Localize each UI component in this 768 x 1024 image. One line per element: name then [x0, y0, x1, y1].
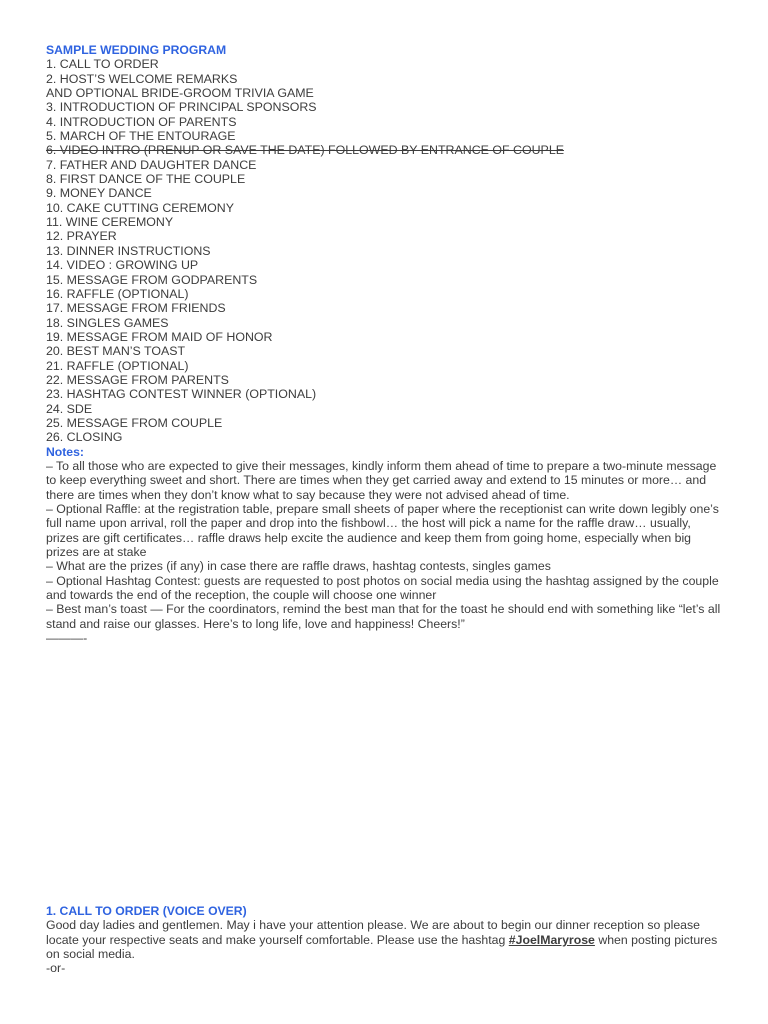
program-item-24: 24. SDE: [46, 401, 93, 416]
program-item-8: 8. FIRST DANCE OF THE COUPLE: [46, 172, 246, 187]
call-to-order-section: [46, 904, 722, 976]
program-title: SAMPLE WEDDING PROGRAM: [46, 43, 227, 57]
program-item-23: 23. HASHTAG CONTEST WINNER (OPTIONAL): [46, 387, 317, 402]
program-item-2: 2. HOST’S WELCOME REMARKS: [46, 71, 238, 86]
program-item-4: 4. INTRODUCTION OF PARENTS: [46, 114, 237, 129]
program-item-26: 26. CLOSING: [46, 430, 123, 445]
or-line: -or-: [46, 961, 66, 976]
note-messages: – To all those who are expected to give their messages, kindly inform them ahead of time to prepare a two-minute message to keep everything sweet and short. There are times when they get carried away and extend to 15 minutes or more… and there are times when they don’t know what to say because they were not advised ahead of time.: [46, 458, 717, 502]
notes-heading: Notes:: [46, 444, 84, 459]
separator-dashes: ———-: [46, 631, 88, 646]
program-item-20: 20. BEST MAN’S TOAST: [46, 344, 186, 359]
document-page: [46, 43, 722, 645]
program-item-19: 19. MESSAGE FROM MAID OF HONOR: [46, 329, 273, 344]
program-item-14: 14. VIDEO : GROWING UP: [46, 258, 199, 273]
program-item-11: 11. WINE CEREMONY: [46, 215, 174, 230]
program-item-6-struck: 6. VIDEO INTRO (PRENUP OR SAVE THE DATE) FOLLOWED BY ENTRANCE OF COUPLE: [46, 143, 564, 158]
program-item-17: 17. MESSAGE FROM FRIENDS: [46, 301, 226, 316]
program-item-10: 10. CAKE CUTTING CEREMONY: [46, 200, 234, 215]
call-to-order-heading: 1. CALL TO ORDER (VOICE OVER): [46, 904, 247, 918]
program-item-18: 18. SINGLES GAMES: [46, 315, 169, 330]
program-item-9: 9. MONEY DANCE: [46, 186, 152, 201]
program-item-25: 25. MESSAGE FROM COUPLE: [46, 415, 223, 430]
call-to-order-text-end: when posting pictures on social media.: [46, 932, 718, 962]
note-best-man-toast: – Best man’s toast — For the coordinators, remind the best man that for the toast he should end with something like “let’s all stand and raise our glasses. Here’s to long life, love and happiness! Cheers!”: [46, 602, 721, 631]
note-hashtag-contest: – Optional Hashtag Contest: guests are requested to post photos on social media using the hashtag assigned by the couple and towards the end of the reception, the couple will choose one winner: [46, 573, 719, 603]
program-item-2-continued: AND OPTIONAL BRIDE-GROOM TRIVIA GAME: [46, 86, 314, 101]
note-raffle: – Optional Raffle: at the registration table, prepare small sheets of paper where the receptionist can write down legibly one’s full name upon arrival, roll the paper and drop into the fishbowl… the host will pick a name for the raffle draw… usually, prizes are gift certificates… raffle draws help excite the audience and keep them from going home, especially when big prizes are at stake: [46, 502, 719, 560]
program-item-22: 22. MESSAGE FROM PARENTS: [46, 372, 229, 387]
program-item-13: 13. DINNER INSTRUCTIONS: [46, 243, 211, 258]
program-item-3: 3. INTRODUCTION OF PRINCIPAL SPONSORS: [46, 100, 317, 115]
program-item-12: 12. PRAYER: [46, 229, 117, 244]
program-item-7: 7. FATHER AND DAUGHTER DANCE: [46, 157, 257, 172]
program-item-16: 16. RAFFLE (OPTIONAL): [46, 286, 189, 301]
program-item-5: 5. MARCH OF THE ENTOURAGE: [46, 129, 236, 144]
call-to-order-paragraph: [46, 918, 722, 961]
hashtag-link[interactable]: #JoelMaryrose: [508, 932, 595, 947]
program-item-21: 21. RAFFLE (OPTIONAL): [46, 358, 189, 373]
call-to-order-text: Good day ladies and gentlemen. May i have your attention please. We are about to begin our dinner reception so please locate your respective seats and make yourself comfortable. Please use the hashtag: [46, 918, 700, 947]
note-prizes: – What are the prizes (if any) in case there are raffle draws, hashtag contests, singles games: [46, 559, 551, 574]
program-item-15: 15. MESSAGE FROM GODPARENTS: [46, 272, 258, 287]
program-item-1: 1. CALL TO ORDER: [46, 57, 159, 72]
